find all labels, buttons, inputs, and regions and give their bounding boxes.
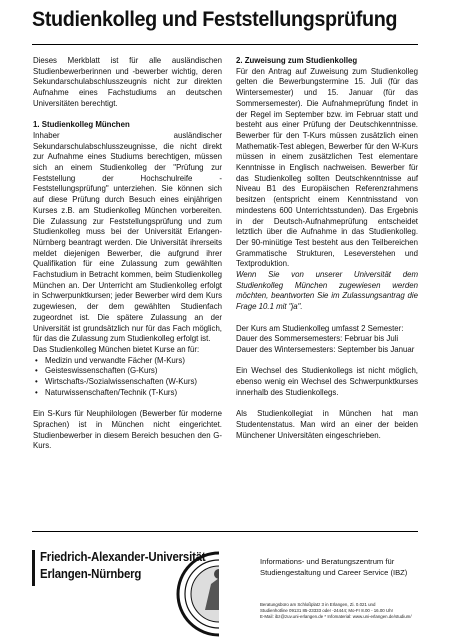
logo-bar	[32, 550, 35, 586]
footer-divider	[32, 531, 418, 532]
s-course-paragraph: Ein S-Kurs für Neuphilologen (Bewerber für moderne Sprachen) ist in München nicht eingerichtet. Studienbewerber in diesem Bereich besuchen den G-Kurs.	[33, 409, 222, 451]
list-item: • Geisteswissenschaften (G-Kurs)	[33, 366, 222, 377]
right-column	[236, 56, 418, 452]
section-1	[33, 120, 222, 345]
university-seal	[175, 550, 219, 638]
address-line: E-Mail: ibz@zuv.uni-erlangen.de * Infomaterial: www.uni-erlangen.de/studium/	[260, 614, 412, 620]
status-paragraph: Als Studienkollegiat in München hat man Studentenstatus. Man wird an einer der beiden Münchener Universitäten eingeschrieben.	[236, 409, 418, 440]
address-line: Studienhotline 09131 85-23333 oder -24444; Mo-Fr 8.00 - 16.00 Uhr	[260, 608, 394, 614]
italic-note: Wenn Sie von unserer Universität dem Studienkolleg München zugewiesen werden möchten, beantworten Sie im Zulassungsantrag die Frage 10.1 mit "ja".	[236, 270, 418, 312]
courses-intro: Das Studienkolleg München bietet Kurse an für:	[33, 344, 200, 354]
page-title: Studienkolleg und Feststellungsprüfung	[32, 7, 398, 31]
semester-info	[236, 324, 418, 356]
university-city: Erlangen-Nürnberg	[40, 566, 142, 581]
courses-list	[33, 356, 222, 399]
title-divider	[32, 44, 418, 45]
ibz-line: Studiengestaltung und Career Service (IBZ)	[260, 567, 408, 577]
ibz-line: Informations- und Beratungszentrum für	[260, 557, 395, 566]
change-paragraph: Ein Wechsel des Studienkollegs ist nicht möglich, ebenso wenig ein Wechsel des Schwerpunktkurses innerhalb des Studienkollegs.	[236, 366, 418, 397]
seal-icon	[175, 550, 219, 638]
left-column	[33, 56, 222, 463]
list-item: • Wirtschafts-/Sozialwissenschaften (W-Kurs)	[33, 377, 222, 388]
semester-line: Dauer des Sommersemesters: Februar bis Juli	[236, 334, 399, 344]
university-name: Friedrich-Alexander-Universität	[40, 549, 206, 564]
contact-address	[260, 602, 430, 621]
semester-line: Der Kurs am Studienkolleg umfasst 2 Semester:	[236, 323, 404, 333]
intro-paragraph: Dieses Merkblatt ist für alle ausländischen Studienbewerberinnen und -bewerber wichtig, deren Sekundarschulabschlusszeugnis nicht zur direkten Aufnahme eines Fachstudiums an deutschen Universitäten berechtigt.	[33, 56, 222, 108]
section-2	[236, 56, 418, 270]
list-item: • Naturwissenschaften/Technik (T-Kurs)	[33, 388, 222, 399]
section-1-heading: 1. Studienkolleg München	[33, 120, 130, 130]
list-item: • Medizin und verwandte Fächer (M-Kurs)	[33, 356, 222, 367]
section-2-heading: 2. Zuweisung zum Studienkolleg	[236, 56, 358, 65]
section-2-text: Für den Antrag auf Zuweisung zum Studienkolleg gelten die Bewerbungstermine 15. Juli (für das Wintersemester) und 15. Januar (für das Sommersemester). Die Aufnahmeprüfung findet in der Regel im September bzw. im Februar statt und besteht aus einer Prüfung der Deutschkenntnisse. Bewerber für den T-Kurs müssen zusätzlich einen Mathematik-Test ablegen, Bewerber für den W-Kurs müssen in einem zusätzlichen Test elementare Kenntnisse in Englisch nachweisen. Bewerber für das Studienkolleg sollten Deutschkenntnisse auf Niveau B1 des Europäischen Referenzrahmens besitzen (entspricht einem Kenntnisstand von mindestens 600 Unterrichtsstunden). Das Ergebnis in der Deutsch-Aufnahmeprüfung entscheidet letztlich über die Aufnahme in das Studienkolleg. Der 90-minütige Test besteht aus den Teilbereichen Grammatische Strukturen, Leseverstehen und Textproduktion.	[236, 66, 418, 269]
semester-line: Dauer des Wintersemesters: September bis Januar	[236, 344, 415, 354]
address-line: Beratungsbüro am Schloßplatz 3 in Erlangen, Zi. 0.021 und	[260, 602, 376, 607]
section-1-text: Inhaber ausländischer Sekundarschulabschlusszeugnisse, die nicht direkt zur Aufnahme eines Studiums berechtigen, müssen sich an einem Studienkolleg der "Prüfung zur Feststellung der Hochschulreife - Feststellungsprüfung" unterziehen. Sie können sich auf diese Prüfung durch Besuch eines einjährigen Kurses z.B. am Studienkolleg München vorbereiten. Die Zulassung zur Feststellungsprüfung und zum Studienkolleg muss bei der Universität Erlangen-Nürnberg beantragt werden. Die Universität ihrerseits meldet diejenigen Bewerber, die aufgrund ihrer Qualifikation für eine Zulassung zum gewählten Fachstudium in Betracht kommen, beim Studienkolleg München an. Der Unterricht am Studienkolleg erfolgt in Schwerpunktkursen; jeder Bewerber wird dem Kurs zugewiesen, der dem gewählten Studienfach zugeordnet ist. Die spätere Zulassung an der Universität ist grundsätzlich nur für das Fach möglich, für das die Zulassung zum Studienkolleg erfolgt ist.	[33, 130, 222, 344]
ibz-title	[260, 557, 430, 578]
